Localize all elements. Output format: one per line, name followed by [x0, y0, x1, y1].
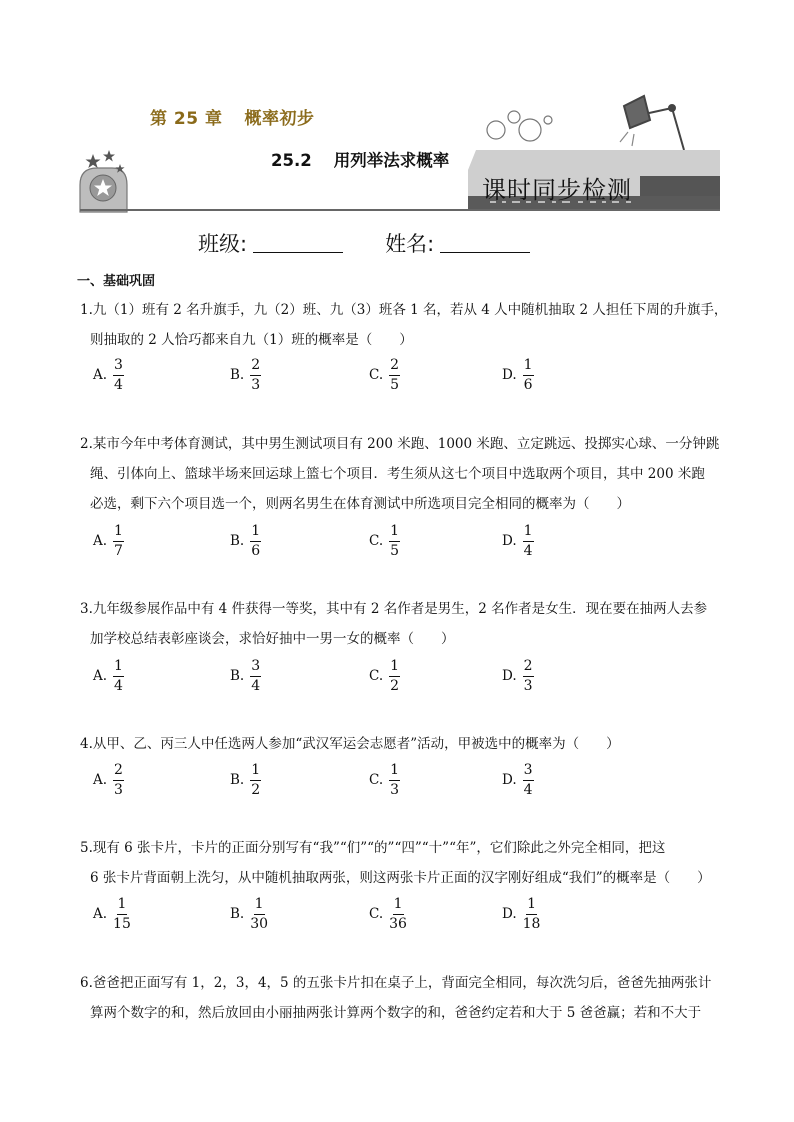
fraction: $\frac{2}{5}$: [390, 357, 400, 393]
question-2: [80, 429, 730, 519]
options-2: [93, 523, 693, 563]
header-decoration: [0, 0, 794, 215]
fraction: $\frac{1}{5}$: [390, 523, 400, 559]
fraction: $\frac{1}{7}$: [114, 523, 123, 559]
class-label: 班级:: [198, 232, 248, 256]
fraction: $\frac{1}{4}$: [523, 523, 533, 559]
bubble-icon: [487, 111, 552, 141]
fraction: $\frac{1}{36}$: [389, 896, 407, 932]
option-c: C. $\frac{1}{3}$: [369, 762, 400, 798]
student-info: [198, 228, 530, 258]
option-a: A. $\frac{3}{4}$: [93, 357, 123, 393]
chapter-name: 概率初步: [244, 109, 315, 129]
question-1: [80, 295, 730, 355]
option-b: B. $\frac{1}{6}$: [230, 523, 261, 559]
fraction: $\frac{2}{3}$: [523, 658, 533, 694]
option-b: B. $\frac{1}{30}$: [230, 896, 269, 932]
fraction: $\frac{3}{4}$: [114, 357, 123, 393]
class-blank: [253, 232, 343, 253]
option-b: B. $\frac{1}{2}$: [230, 762, 261, 798]
option-c: C. $\frac{1}{36}$: [369, 896, 407, 932]
option-d: D. $\frac{1}{4}$: [502, 523, 533, 559]
chapter-heading: [150, 104, 315, 129]
question-line: 5.现有 6 张卡片，卡片的正面分别写有“我”“们”“的”“四”“十”“年”，它们除此之外完全相同，把这: [80, 840, 666, 856]
fraction: $\frac{1}{15}$: [113, 896, 131, 932]
options-5: [93, 896, 693, 936]
option-d: D. $\frac{1}{18}$: [502, 896, 541, 932]
question-line: 6.爸爸把正面写有 1，2，3，4，5 的五张卡片扣在桌子上，背面完全相同，每次洗匀后，爸爸先抽两张计: [80, 975, 712, 991]
option-a: A. $\frac{1}{4}$: [93, 658, 123, 694]
desk-lamp-icon: [620, 96, 684, 150]
option-b: B. $\frac{2}{3}$: [230, 357, 261, 393]
fraction: $\frac{1}{30}$: [250, 896, 269, 932]
question-line: 绳、引体向上、篮球半场来回运球上篮七个项目．考生须从这七个项目中选取两个项目，其中 200 米跑: [90, 466, 705, 482]
question-line: 4.从甲、乙、丙三人中任选两人参加“武汉军运会志愿者”活动，甲被选中的概率为（ ）: [80, 736, 620, 752]
fraction: $\frac{1}{2}$: [251, 762, 261, 798]
fraction: $\frac{1}{6}$: [251, 523, 261, 559]
question-line: 6 张卡片背面朝上洗匀，从中随机抽取两张，则这两张卡片正面的汉字刚好组成“我们”的概率是（ ）: [90, 870, 711, 886]
fraction: $\frac{3}{4}$: [251, 658, 261, 694]
fraction: $\frac{3}{4}$: [523, 762, 533, 798]
question-line: 加学校总结表彰座谈会，求恰好抽中一男一女的概率（ ）: [90, 631, 455, 647]
options-1: [93, 357, 693, 397]
fraction: $\frac{1}{2}$: [390, 658, 400, 694]
question-6: [80, 968, 730, 1028]
badge-icon: [80, 168, 127, 212]
option-a: A. $\frac{1}{15}$: [93, 896, 131, 932]
option-c: C. $\frac{2}{5}$: [369, 357, 400, 393]
header-rule: [80, 209, 720, 211]
question-3: [80, 594, 730, 654]
question-line: 3.九年级参展作品中有 4 件获得一等奖，其中有 2 名作者是男生，2 名作者是女生．现在要在抽两人去参: [80, 601, 708, 617]
chapter-number: 第 25 章: [150, 109, 223, 129]
fraction: $\frac{2}{3}$: [114, 762, 123, 798]
option-b: B. $\frac{3}{4}$: [230, 658, 261, 694]
name-label: 姓名:: [385, 232, 435, 256]
question-4: [80, 729, 730, 759]
option-c: C. $\frac{1}{5}$: [369, 523, 400, 559]
options-4: [93, 762, 693, 802]
question-5: [80, 833, 730, 893]
section-heading: [271, 147, 449, 171]
section-title: 用列举法求概率: [333, 151, 450, 170]
part-title: 一、基础巩固: [77, 274, 156, 289]
section-number: 25.2: [271, 151, 312, 170]
fraction: $\frac{2}{3}$: [251, 357, 261, 393]
fraction: $\frac{1}{18}$: [522, 896, 541, 932]
fraction: $\frac{1}{4}$: [114, 658, 123, 694]
banner-title: 课时同步检测: [482, 176, 632, 204]
banner-dark-block: [640, 176, 720, 198]
option-d: D. $\frac{3}{4}$: [502, 762, 533, 798]
fraction: $\frac{1}{3}$: [390, 762, 400, 798]
option-d: D. $\frac{2}{3}$: [502, 658, 533, 694]
option-d: D. $\frac{1}{6}$: [502, 357, 533, 393]
option-a: A. $\frac{1}{7}$: [93, 523, 123, 559]
question-line: 必选，剩下六个项目选一个，则两名男生在体育测试中所选项目完全相同的概率为（ ）: [90, 496, 630, 512]
option-a: A. $\frac{2}{3}$: [93, 762, 123, 798]
question-line: 1.九（1）班有 2 名升旗手，九（2）班、九（3）班各 1 名，若从 4 人中随机抽取 2 人担任下周的升旗手，: [80, 302, 728, 318]
option-c: C. $\frac{1}{2}$: [369, 658, 400, 694]
question-line: 则抽取的 2 人恰巧都来自九（1）班的概率是（ ）: [90, 332, 413, 348]
options-3: [93, 658, 693, 698]
question-line: 算两个数字的和，然后放回由小丽抽两张计算两个数字的和，爸爸约定若和大于 5 爸爸赢；若和不大于: [90, 1005, 702, 1021]
question-line: 2.某市今年中考体育测试，其中男生测试项目有 200 米跑、1000 米跑、立定跳远、投掷实心球、一分钟跳: [80, 436, 720, 452]
name-blank: [440, 232, 530, 253]
fraction: $\frac{1}{6}$: [523, 357, 533, 393]
